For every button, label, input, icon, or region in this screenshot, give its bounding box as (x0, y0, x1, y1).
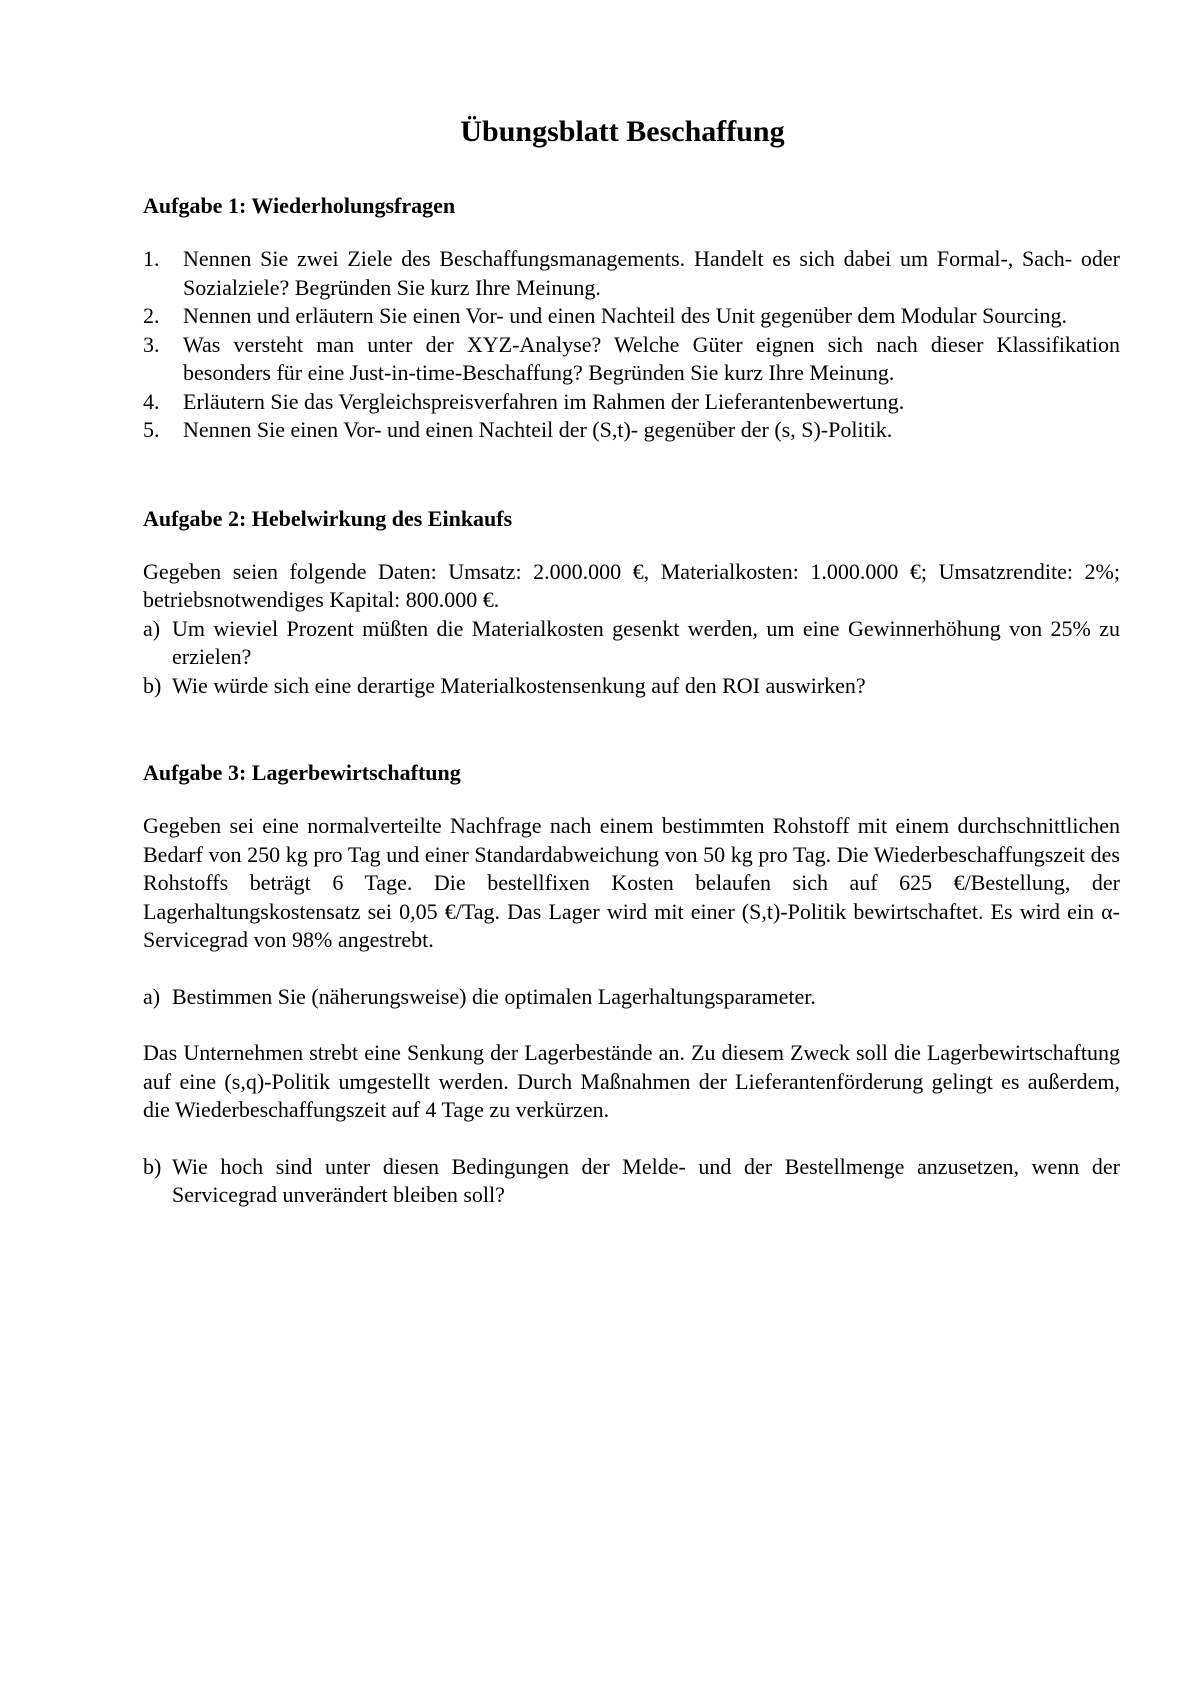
paragraph-spacer (143, 1125, 1120, 1153)
list-item-number: 2. (143, 303, 160, 328)
section-paragraph: Das Unternehmen strebt eine Senkung der Lagerbestände an. Zu diesem Zweck soll die Lagerbewirtschaftung auf eine (s,q)-Politik umgestellt werden. Durch Maßnahmen der Lieferantenförderung gelingt es außerdem, die Wiederbeschaffungszeit auf 4 Tage zu verkürzen. (143, 1040, 1120, 1122)
paragraph-spacer (143, 955, 1120, 983)
section-wiederholungsfragen (143, 192, 1120, 445)
list-item-number: 5. (143, 417, 160, 442)
task-b (143, 672, 1120, 701)
task-a (143, 983, 1120, 1012)
section-heading: Aufgabe 2: Hebelwirkung des Einkaufs (143, 505, 513, 531)
paragraph-spacer (143, 1011, 1120, 1039)
task-letter: a) (143, 615, 161, 641)
section-heading: Aufgabe 3: Lagerbewirtschaftung (143, 760, 461, 785)
list-item-number: 3. (143, 331, 160, 357)
section-hebelwirkung (143, 505, 1120, 701)
task-b (143, 1153, 1120, 1210)
list-item-number: 4. (143, 388, 160, 414)
task-letter: b) (143, 672, 162, 698)
task-a (143, 615, 1120, 672)
list-item-number: 1. (143, 246, 160, 271)
list-item (143, 245, 1120, 302)
task-letter: b) (143, 1153, 162, 1179)
section-intro: Gegeben seien folgende Daten: Umsatz: 2.000.000 €, Materialkosten: 1.000.000 €; Umsatzrendite: 2%; betriebsnotwendiges Kapital: 800.000 €. (143, 558, 1120, 612)
section-lagerbewirtschaftung (143, 759, 1120, 1210)
list-item-text: Was versteht man unter der XYZ-Analyse? Welche Güter eignen sich nach dieser Klassifikation besonders für eine Just-in-time-Beschaffung? Begründen Sie kurz Ihre Meinung. (183, 331, 1120, 385)
list-item-text: Nennen und erläutern Sie einen Vor- und einen Nachteil des Unit gegenüber dem Modular Sourcing. (183, 303, 1068, 328)
list-item-text: Nennen Sie einen Vor- und einen Nachteil der (S,t)- gegenüber der (s, S)-Politik. (183, 417, 893, 442)
task-letter: a) (143, 983, 161, 1009)
document-content (143, 114, 1120, 1210)
section-intro: Gegeben sei eine normalverteilte Nachfrage nach einem bestimmten Rohstoff mit einem durchschnittlichen Bedarf von 250 kg pro Tag und einer Standardabweichung von 50 kg pro Tag. Die Wiederbeschaffungszeit des Rohstoffs beträgt 6 Tage. Die bestellfixen Kosten belaufen sich auf 625 €/Bestellung, der Lagerhaltungskostensatz sei 0,05 €/Tag. Das Lager wird mit einer (S,t)-Politik bewirtschaftet. Es wird ein α-Servicegrad von 98% angestrebt. (143, 813, 1120, 952)
task-text: Bestimmen Sie (näherungsweise) die optimalen Lagerhaltungsparameter. (172, 983, 816, 1009)
list-item (143, 331, 1120, 388)
list-item (143, 416, 1120, 445)
list-item (143, 388, 1120, 417)
task-text: Wie hoch sind unter diesen Bedingungen der Melde- und der Bestellmenge anzusetzen, wenn der Servicegrad unverändert bleiben soll? (172, 1153, 1120, 1207)
task-text: Um wieviel Prozent müßten die Materialkosten gesenkt werden, um eine Gewinnerhöhung von 25% zu erzielen? (172, 615, 1120, 669)
section-heading: Aufgabe 1: Wiederholungsfragen (143, 193, 456, 218)
list-item (143, 302, 1120, 331)
question-list (143, 245, 1120, 445)
list-item-text: Nennen Sie zwei Ziele des Beschaffungsmanagements. Handelt es sich dabei um Formal-, Sach- oder Sozialziele? Begründen Sie kurz Ihre Meinung. (183, 246, 1120, 300)
list-item-text: Erläutern Sie das Vergleichspreisverfahren im Rahmen der Lieferantenbewertung. (183, 388, 905, 414)
task-text: Wie würde sich eine derartige Materialkostensenkung auf den ROI auswirken? (172, 672, 866, 698)
page-title: Übungsblatt Beschaffung (460, 115, 785, 148)
